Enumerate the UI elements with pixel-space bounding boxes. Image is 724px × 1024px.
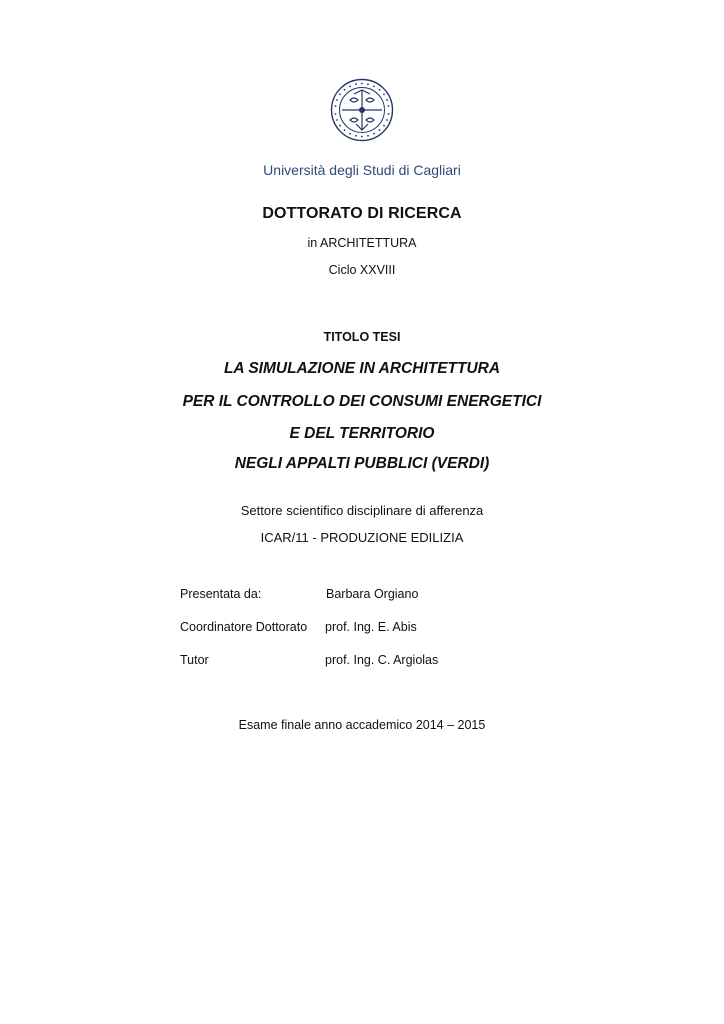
thesis-title-line: NEGLI APPALTI PUBBLICI (VERDI) (234, 455, 490, 472)
doctorate-heading: DOTTORATO DI RICERCA (262, 205, 462, 222)
thesis-title-line: LA SIMULAZIONE IN ARCHITETTURA (223, 360, 501, 377)
sector-label: Settore scientifico disciplinare di afferenza (240, 503, 484, 518)
thesis-title-line: PER IL CONTROLLO DEI CONSUMI ENERGETICI (182, 393, 542, 410)
coordinator-value: prof. Ing. E. Abis (325, 620, 417, 634)
thesis-title-line: E DEL TERRITORIO (289, 425, 435, 442)
tutor-value: prof. Ing. C. Argiolas (325, 653, 439, 667)
doctorate-field: in ARCHITETTURA (307, 236, 417, 250)
sector-value: ICAR/11 - PRODUZIONE EDILIZIA (260, 530, 464, 545)
thesis-title-label: TITOLO TESI (323, 330, 401, 344)
presenter-value: Barbara Orgiano (326, 587, 419, 601)
exam-year: Esame finale anno accademico 2014 – 2015 (238, 718, 486, 732)
presenter-label: Presentata da: (180, 587, 262, 601)
coordinator-label: Coordinatore Dottorato (180, 620, 308, 634)
university-seal-icon (330, 78, 394, 142)
doctorate-cycle: Ciclo XXVIII (328, 263, 396, 277)
university-name: Università degli Studi di Cagliari (263, 162, 461, 178)
tutor-label: Tutor (180, 653, 209, 667)
